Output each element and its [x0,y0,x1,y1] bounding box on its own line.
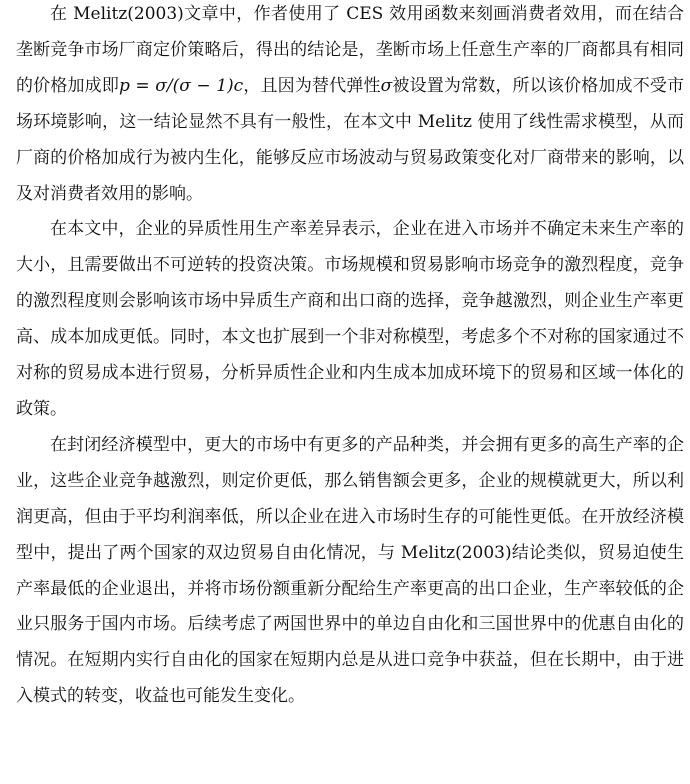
price-markup-formula: p = σ/(σ − 1)c [118,75,244,96]
paragraph-1 [16,0,684,212]
sigma-symbol: σ [380,75,393,96]
paragraph-2: 在本文中，企业的异质性用生产率差异表示，企业在进入市场并不确定未来生产率的大小，且需要做出不可逆转的投资决策。市场规模和贸易影响市场竞争的激烈程度，竞争的激烈程度则会影响该市场中异质生产商和出口商的选择，竞争越激烈，则企业生产率更高、成本加成更低。同时，本文也扩展到一个非对称模型，考虑多个不对称的国家通过不对称的贸易成本进行贸易，分析异质性企业和内生成本加成环境下的贸易和区域一体化的政策。 [16,219,684,419]
paragraph-3: 在封闭经济模型中，更大的市场中有更多的产品种类，并会拥有更多的高生产率的企业，这些企业竞争越激烈，则定价更低，那么销售额会更多，企业的规模就更大，所以利润更高，但由于平均利润率低，所以企业在进入市场时生存的可能性更低。在开放经济模型中，提出了两个国家的双边贸易自由化情况，与 Melitz(2003)结论类似，贸易迫使生产率最低的企业退出，并将市场份额重新分配给生产率更高的出口企业，生产率较低的企业只服务于国内市场。后续考虑了两国世界中的单边自由化和三国世界中的优惠自由化的情况。在短期内实行自由化的国家在短期内总是从进口竞争中获益，但在长期中，由于进入模式的转变，收益也可能发生变化。 [16,434,684,707]
paragraph-1-text-c: 被设置为常数，所以该价格加成不受市场环境影响，这一结论显然不具有一般性，在本文中 Melitz 使用了线性需求模型，从而厂商的价格加成行为被内生化，能够反应市场波动与贸易政策变化对厂商带来的影响，以及对消费者效用的影响。 [16,75,685,204]
paragraph-1-text-a: 在 Melitz(2003)文章中，作者使用了 CES 效用函数来刻画消费者效用，而在结合垄断竞争市场厂商定价策略后，得出的结论是，垄断市场上任意生产率的厂商都具有相同的价格加成即 [16,4,684,96]
paragraph-1-text-b: ，且因为替代弹性 [243,75,381,96]
